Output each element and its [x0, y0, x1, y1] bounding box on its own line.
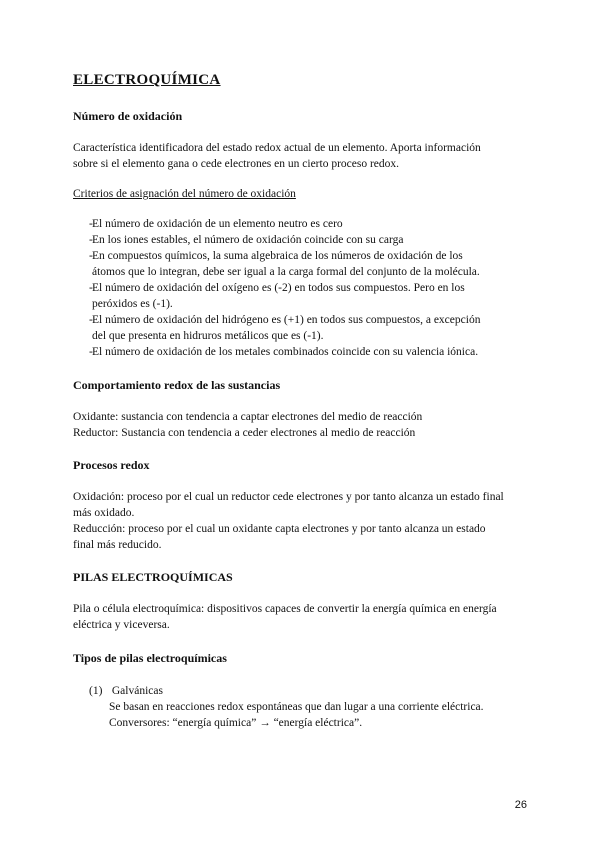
text-line: sobre si el elemento gana o cede electrones en un cierto proceso redox.: [73, 158, 400, 170]
reduction-line: final más reducido.: [73, 539, 162, 551]
item-title: Galvánicas: [111, 685, 163, 697]
criteria-item: [73, 216, 533, 232]
criteria-item: [73, 344, 533, 360]
criteria-item: [73, 248, 533, 280]
criteria-text-line: átomos que lo integran, debe ser igual a la carga formal del conjunto de la molécula.: [92, 266, 480, 278]
document-title: ELECTROQUÍMICA: [73, 72, 221, 88]
criteria-text-line: del que presenta en hidruros metálicos que es (-1).: [92, 330, 324, 342]
dash-bullet: -: [89, 346, 93, 358]
criteria-item: [73, 280, 533, 312]
text-line: Característica identificadora del estado redox actual de un elemento. Aporta información: [73, 142, 481, 154]
dash-bullet: -: [89, 218, 93, 230]
cell-types-list: [89, 683, 529, 731]
oxidation-line: Oxidación: proceso por el cual un reductor cede electrones y por tanto alcanza un estado final: [73, 491, 504, 503]
heading-oxidation-number: Número de oxidación: [73, 109, 183, 123]
dash-bullet: -: [89, 282, 93, 294]
paragraph-oxidation-definition: [73, 140, 528, 172]
list-item: [89, 683, 529, 699]
dash-bullet: -: [89, 250, 93, 262]
text-line: eléctrica y viceversa.: [73, 619, 170, 631]
criteria-text-line: El número de oxidación de los metales combinados coincide con su valencia iónica.: [92, 346, 479, 358]
dash-bullet: -: [89, 234, 93, 246]
oxidant-definition: Oxidante: sustancia con tendencia a captar electrones del medio de reacción: [73, 411, 423, 423]
dash-bullet: -: [89, 314, 93, 326]
criteria-list: [73, 216, 533, 360]
text-line: Pila o célula electroquímica: dispositivos capaces de convertir la energía química en energía: [73, 603, 497, 615]
heading-electrochemical-cells: PILAS ELECTROQUÍMICAS: [73, 570, 233, 584]
criteria-text-line: El número de oxidación del oxígeno es (-2) en todos sus compuestos. Pero en los: [92, 282, 465, 294]
paragraph-cell-definition: [73, 601, 528, 633]
criteria-text-line: En compuestos químicos, la suma algebraica de los números de oxidación de los: [92, 250, 463, 262]
heading-redox-processes: Procesos redox: [73, 458, 150, 472]
page-number: 26: [514, 799, 527, 811]
reduction-line: Reducción: proceso por el cual un oxidante capta electrones y por tanto alcanza un estado: [73, 523, 486, 535]
item-line: Conversores: “energía química” → “energía eléctrica”.: [109, 717, 363, 729]
criteria-item: [73, 232, 533, 248]
criteria-text-line: El número de oxidación del hidrógeno es (+1) en todos sus compuestos, a excepción: [92, 314, 481, 326]
paragraph-redox-behavior: [73, 409, 528, 441]
criteria-item: [73, 312, 533, 344]
reductant-definition: Reductor: Sustancia con tendencia a ceder electrones al medio de reacción: [73, 427, 416, 439]
subheading-criteria: Criterios de asignación del número de oxidación: [73, 188, 296, 200]
heading-cell-types: Tipos de pilas electroquímicas: [73, 651, 227, 665]
heading-redox-behavior: Comportamiento redox de las sustancias: [73, 378, 281, 392]
item-line: Se basan en reacciones redox espontáneas que dan lugar a una corriente eléctrica.: [109, 701, 484, 713]
oxidation-line: más oxidado.: [73, 507, 135, 519]
criteria-text-line: En los iones estables, el número de oxidación coincide con su carga: [92, 234, 404, 246]
criteria-text-line: peróxidos es (-1).: [92, 298, 173, 310]
paragraph-redox-processes: [73, 489, 528, 553]
criteria-text-line: El número de oxidación de un elemento neutro es cero: [92, 218, 343, 230]
item-number: (1): [89, 685, 103, 697]
